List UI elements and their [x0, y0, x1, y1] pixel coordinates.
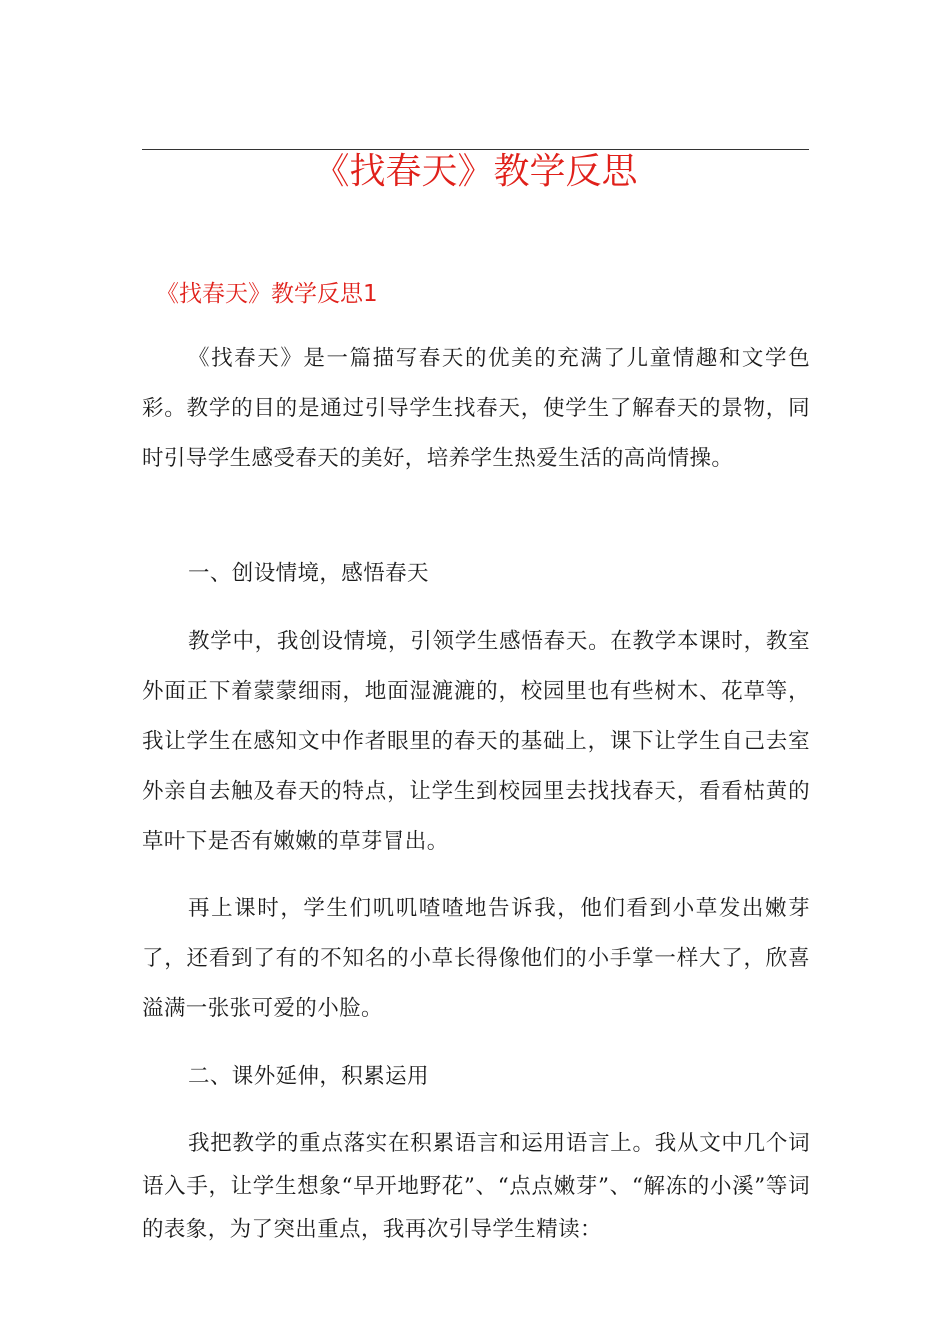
subheading-one: 一、创设情境，感悟春天: [188, 561, 429, 586]
paragraph-body-three: 我把教学的重点落实在积累语言和运用语言上。我从文中几个词语入手，让学生想象“早开地野花”、“点点嫩芽”、“解冻的小溪”等词的表象，为了突出重点，我再次引导学生精读：: [142, 1131, 810, 1242]
document-title: 《找春天》教学反思: [313, 151, 638, 192]
paragraph-body-two: 再上课时，学生们叽叽喳喳地告诉我，他们看到小草发出嫩芽了，还看到了有的不知名的小草长得像他们的小手掌一样大了，欣喜溢满一张张可爱的小脸。: [142, 896, 810, 1021]
section-heading: 《找春天》教学反思1: [156, 281, 378, 307]
paragraph-body-one: 教学中，我创设情境，引领学生感悟春天。在教学本课时，教室外面正下着蒙蒙细雨，地面湿漉漉的，校园里也有些树木、花草等，我让学生在感知文中作者眼里的春天的基础上，课下让学生自己去室外亲自去触及春天的特点，让学生到校园里去找找春天，看看枯黄的草叶下是否有嫩嫩的草芽冒出。: [142, 629, 810, 854]
paragraph-intro: 《找春天》是一篇描写春天的优美的充满了儿童情趣和文学色彩。教学的目的是通过引导学生找春天，使学生了解春天的景物，同时引导学生感受春天的美好，培养学生热爱生活的高尚情操。: [142, 346, 810, 471]
subheading-two: 二、课外延伸，积累运用: [188, 1064, 429, 1089]
